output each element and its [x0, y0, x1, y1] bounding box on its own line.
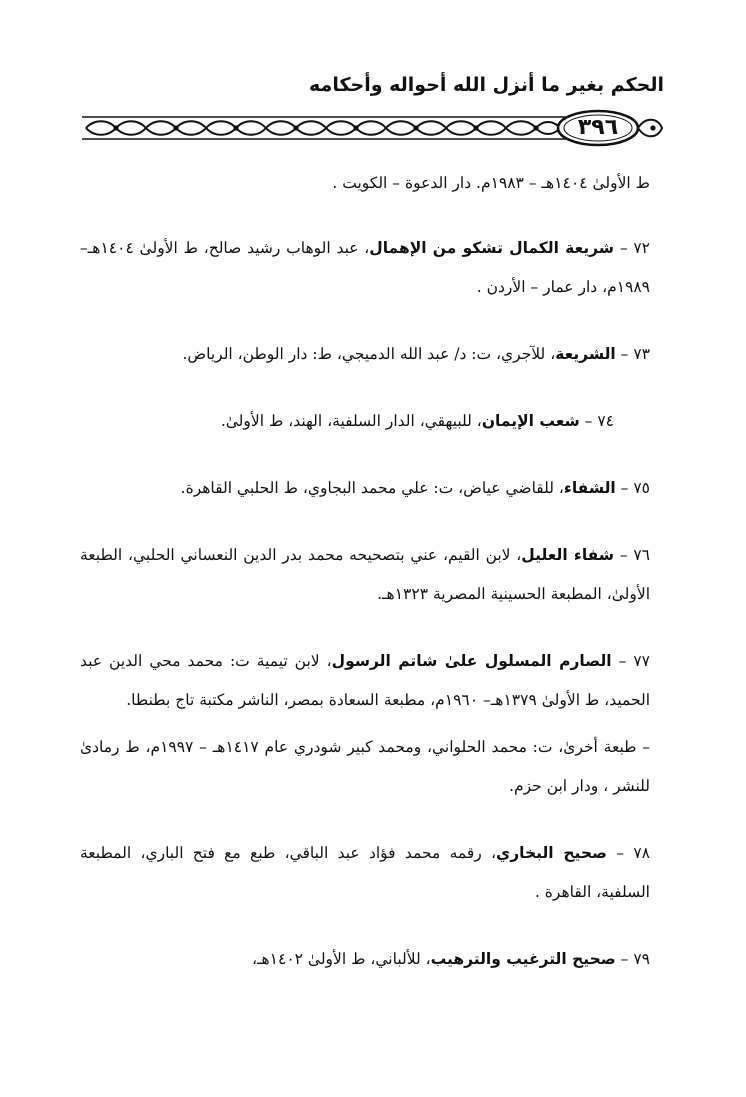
- entry-number: ٧٤: [597, 412, 614, 430]
- entry-text: ، للقاضي عياض، ت: علي محمد البجاوي، ط الحلبي القاهرة.: [180, 479, 564, 497]
- page-number: ٣٩٦: [577, 114, 619, 140]
- entry-number: ٧٣: [633, 345, 650, 363]
- bibliography-entry-74: ٧٤ – شعب الإيمان، للبيهقي، الدار السلفية، الهند، ط الأولىٰ.: [220, 412, 614, 430]
- bibliography-entry-77: ٧٧ – الصارم المسلول علىٰ شاتم الرسول، لابن تيمية ت: محمد محي الدين عبد الحميد، ط الأولىٰ ١٣٧٩هـ– ١٩٦٠م، مطبعة السعادة بمصر، الناشر مكتبة تاج بطنطا.: [80, 652, 650, 709]
- entry-title: الصارم المسلول علىٰ شاتم الرسول: [331, 652, 612, 670]
- bibliography-entry-77-other-edition: [80, 728, 650, 806]
- entry-title: شعب الإيمان: [481, 412, 580, 430]
- running-title: الحكم بغير ما أنزل الله أحواله وأحكامه: [309, 74, 664, 96]
- entry-title: شريعة الكمال تشكو من الإهمال: [369, 239, 615, 257]
- entry-text: – طبعة أخرىٰ، ت: محمد الحلواني، ومحمد كبير شودري عام ١٤١٧هـ – ١٩٩٧م، ط رمادىٰ للنشر ، ودار ابن حزم.: [80, 738, 651, 795]
- entry-number: ٧٥: [633, 479, 650, 497]
- entry-number: ٧٢: [633, 239, 650, 257]
- entry-title: الشريعة: [555, 345, 616, 363]
- entry-text: ، للألباني، ط الأولىٰ ١٤٠٢هـ،: [251, 950, 431, 968]
- entry-number: ٧٧: [633, 652, 650, 670]
- entry-text: ، للبيهقي، الدار السلفية، الهند، ط الأولىٰ.: [220, 412, 482, 430]
- bibliography-entry-72: ٧٢ – شريعة الكمال تشكو من الإهمال، عبد الوهاب رشيد صالح، ط الأولىٰ ١٤٠٤هـ– ١٩٨٩م، دار عمار – الأردن .: [80, 239, 650, 296]
- entry-title: شفاء العليل: [521, 546, 615, 564]
- entry-number: ٧٩: [633, 950, 650, 968]
- entry-number: ٧٨: [633, 844, 650, 862]
- entry-text: ، للآجري، ت: د/ عبد الله الدميجي، ط: دار الوطن، الرياض.: [182, 345, 556, 363]
- entry-title: صحيح البخاري: [496, 844, 608, 862]
- bibliography-entry-76: ٧٦ – شفاء العليل، لابن القيم، عني بتصحيحه محمد بدر الدين النعساني الحلبي، الطبعة الأولىٰ، المطبعة الحسينية المصرية ١٣٢٣هـ.: [80, 546, 650, 603]
- entry-text: ، لابن القيم، عني بتصحيحه محمد بدر الدين النعساني الحلبي، الطبعة الأولىٰ، المطبعة الحسينية المصرية ١٣٢٣هـ.: [80, 546, 650, 603]
- entry-text: ، عبد الوهاب رشيد صالح، ط الأولىٰ ١٤٠٤هـ– ١٩٨٩م، دار عمار – الأردن .: [80, 239, 650, 296]
- bibliography-list: [80, 164, 650, 1007]
- bibliography-entry-78: ٧٨ – صحيح البخاري، رقمه محمد فؤاد عبد الباقي، طبع مع فتح الباري، المطبعة السلفية، القاهرة .: [80, 844, 650, 901]
- entry-text: ، رقمه محمد فؤاد عبد الباقي، طبع مع فتح الباري، المطبعة السلفية، القاهرة .: [80, 844, 650, 901]
- entry-number: ٧٦: [633, 546, 650, 564]
- bibliography-entry-79: ٧٩ – صحيح الترغيب والترهيب، للألباني، ط الأولىٰ ١٤٠٢هـ،: [251, 950, 650, 968]
- bibliography-entry-continuation: [80, 164, 650, 203]
- bibliography-entry-73: ٧٣ – الشريعة، للآجري، ت: د/ عبد الله الدميجي، ط: دار الوطن، الرياض.: [182, 345, 650, 363]
- entry-title: صحيح الترغيب والترهيب: [430, 950, 616, 968]
- entry-text: ط الأولىٰ ١٤٠٤هـ – ١٩٨٣م. دار الدعوة – الكويت .: [332, 174, 650, 192]
- bibliography-entry-75: ٧٥ – الشفاء، للقاضي عياض، ت: علي محمد البجاوي، ط الحلبي القاهرة.: [180, 479, 650, 497]
- entry-title: الشفاء: [563, 479, 616, 497]
- entry-text: ، لابن تيمية ت: محمد محي الدين عبد الحميد، ط الأولىٰ ١٣٧٩هـ– ١٩٦٠م، مطبعة السعادة بمصر، الناشر مكتبة تاج بطنطا.: [80, 652, 650, 709]
